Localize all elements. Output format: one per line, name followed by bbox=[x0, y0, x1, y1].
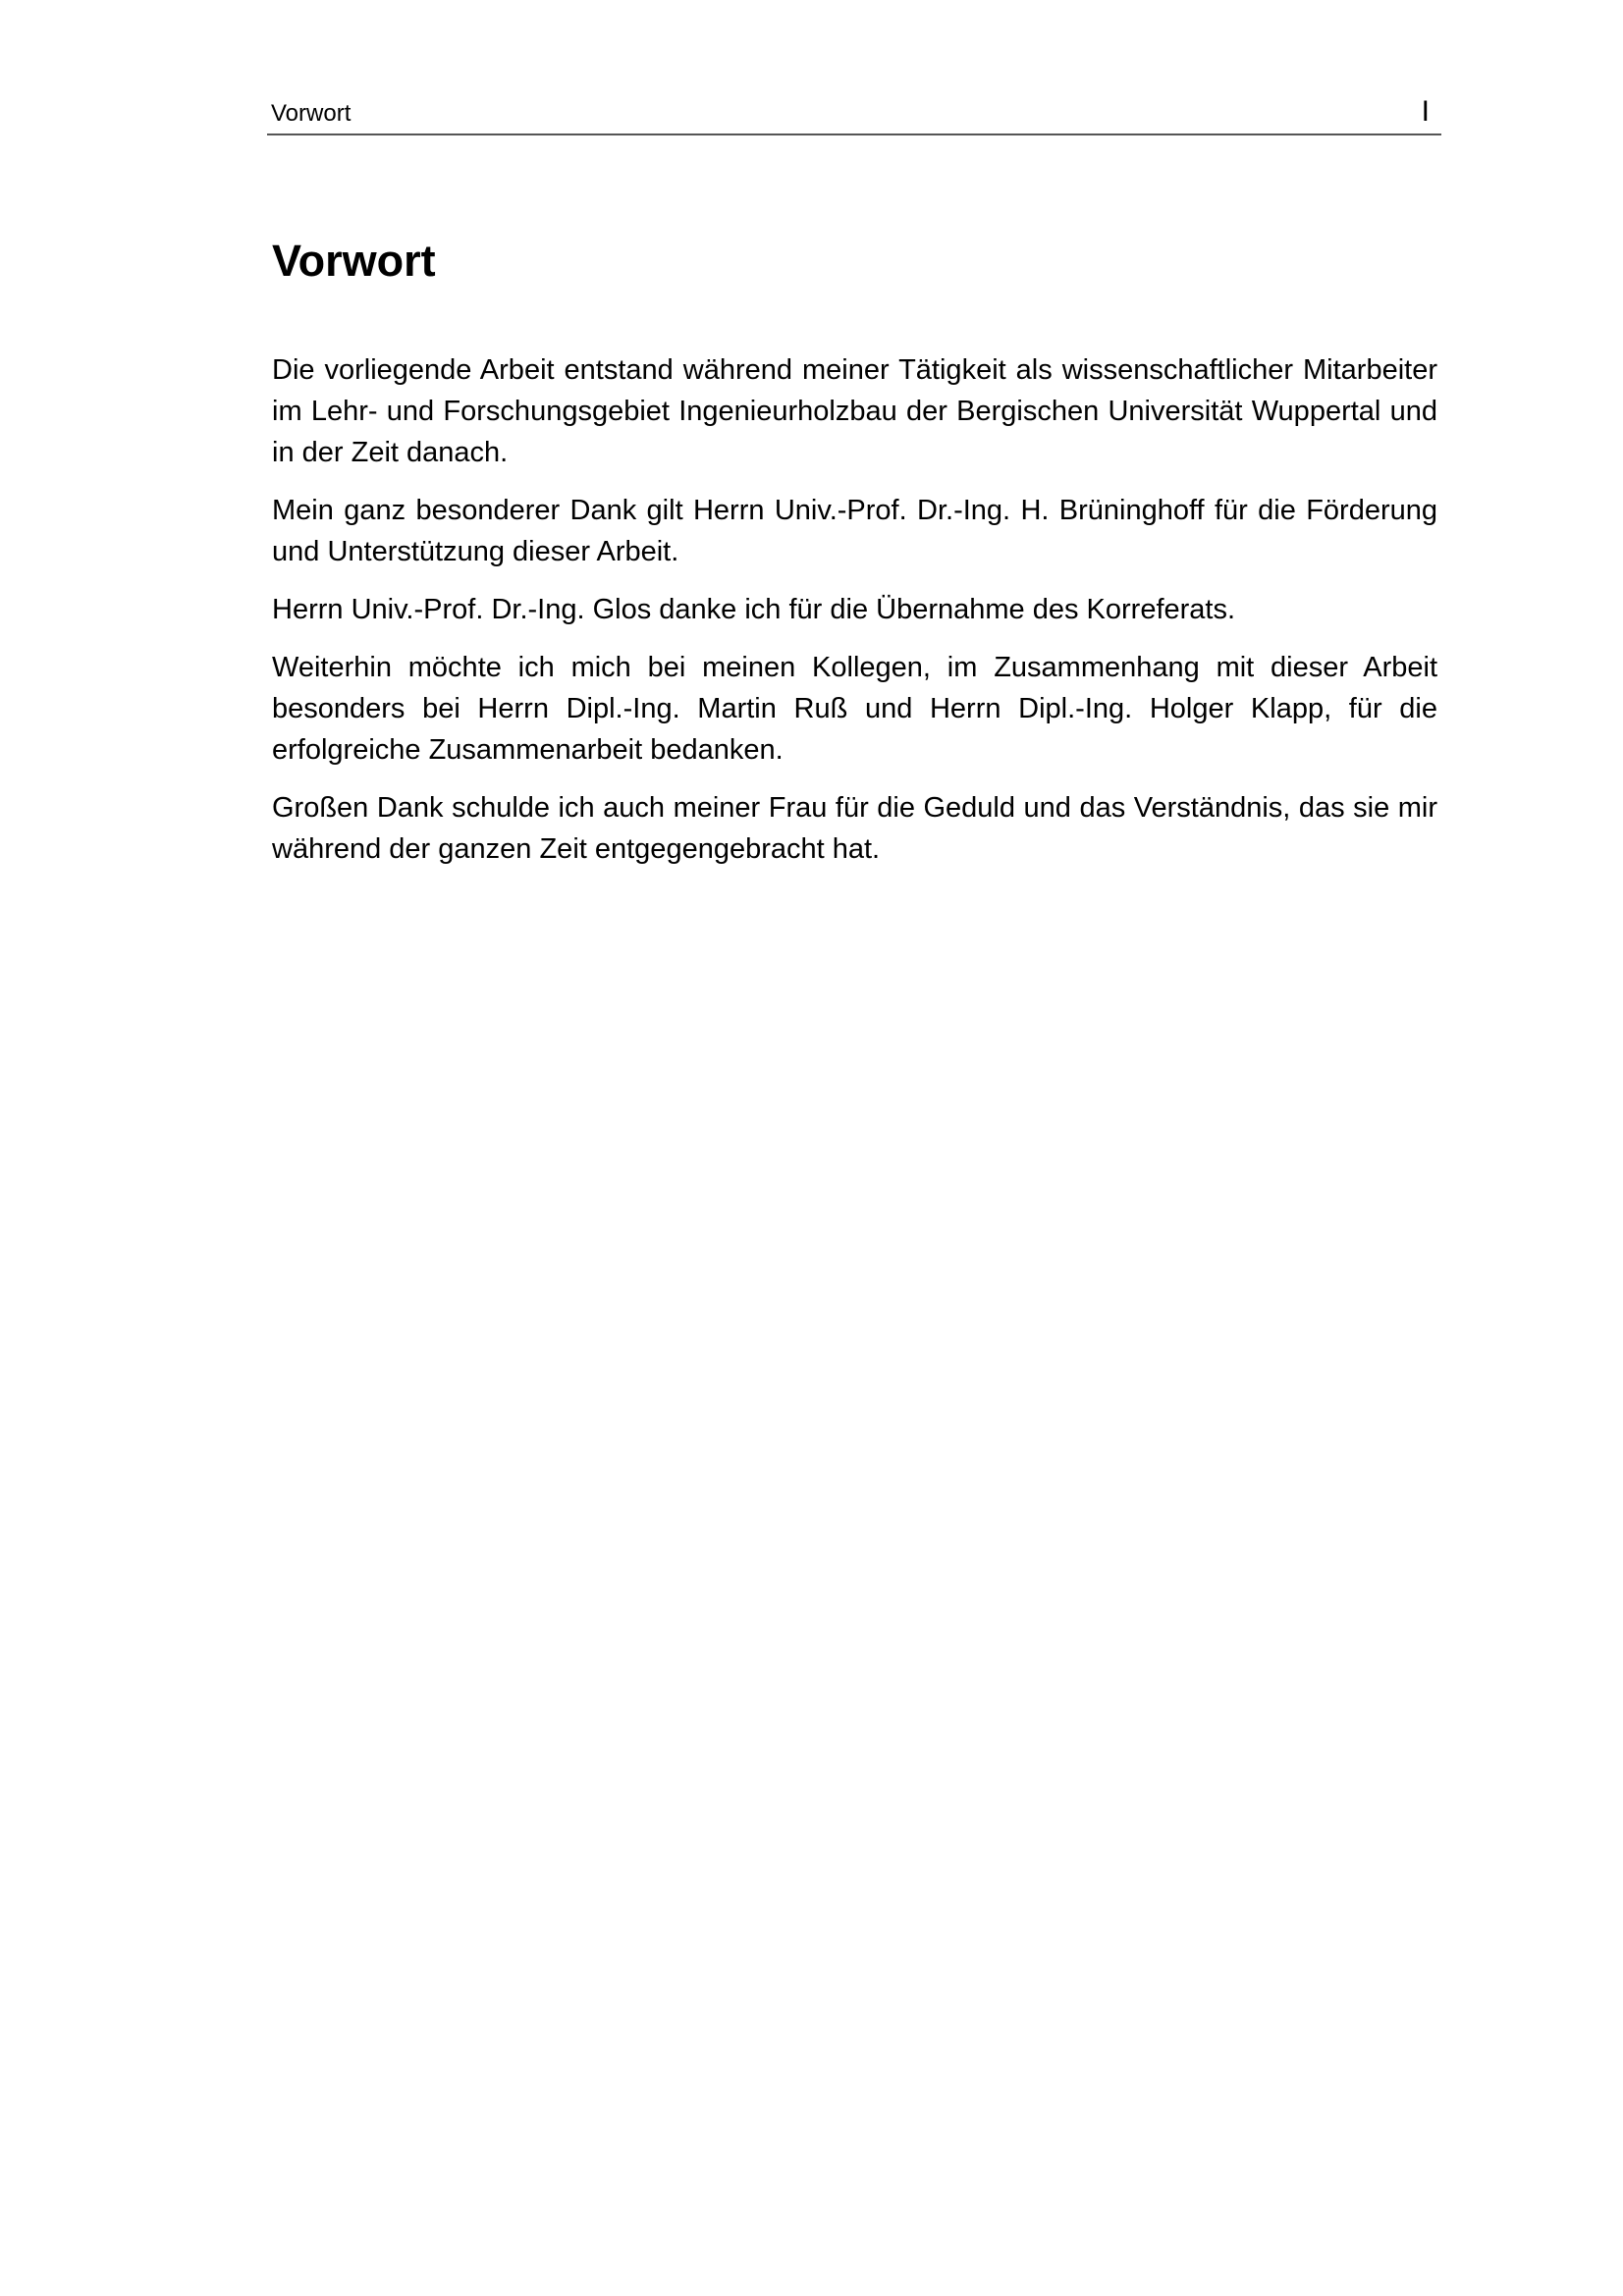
preface-body bbox=[272, 349, 1437, 886]
page-title: Vorwort bbox=[272, 236, 436, 286]
running-header bbox=[267, 95, 1441, 135]
paragraph-thanks-wife: Großen Dank schulde ich auch meiner Frau für die Geduld und das Verständnis, das sie mir während der ganzen Zeit entgegengebracht hat. bbox=[272, 792, 1437, 865]
page-number: I bbox=[1421, 95, 1430, 128]
paragraph-thanks-glos: Herrn Univ.-Prof. Dr.-Ing. Glos danke ich für die Übernahme des Korreferats. bbox=[272, 594, 1236, 625]
paragraph-thesis-origin: Die vorliegende Arbeit entstand während meiner Tätigkeit als wissenschaftlicher Mitarbeiter im Lehr- und Forschungsgebiet Ingenieurholzbau der Bergischen Universität Wuppertal und in der Zeit danach. bbox=[272, 354, 1437, 468]
paragraph-thanks-colleagues: Weiterhin möchte ich mich bei meinen Kollegen, im Zusammenhang mit dieser Arbeit besonders bei Herrn Dipl.-Ing. Martin Ruß und Herrn Dipl.-Ing. Holger Klapp, für die erfolgreiche Zusammenarbeit bedanken. bbox=[272, 652, 1437, 766]
paragraph-thanks-bruninghoff: Mein ganz besonderer Dank gilt Herrn Univ.-Prof. Dr.-Ing. H. Brüninghoff für die Förderung und Unterstützung dieser Arbeit. bbox=[272, 495, 1437, 567]
header-title: Vorwort bbox=[271, 100, 352, 127]
